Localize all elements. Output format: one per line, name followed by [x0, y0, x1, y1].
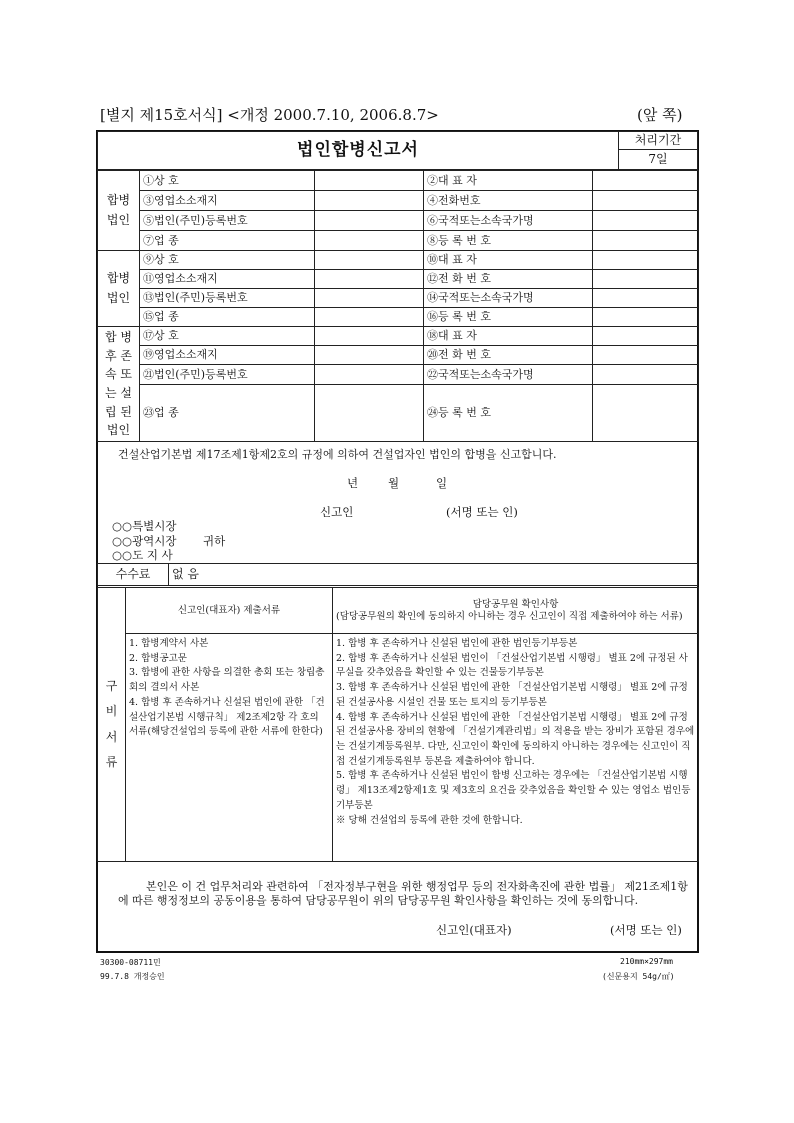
list-item: ※ 당해 건설업의 등록에 관한 것에 한합니다. [336, 814, 523, 826]
merging-corp-1-section [98, 171, 699, 251]
field-value[interactable] [315, 231, 424, 251]
form-code: 30300-08711민 [100, 958, 161, 967]
field-value[interactable] [593, 171, 699, 191]
field-value[interactable] [593, 251, 699, 270]
field-label: ⑦업 종 [140, 231, 315, 251]
list-item: 2. 합병공고문 [129, 652, 187, 664]
field-label: ⑲영업소소재지 [140, 346, 315, 365]
field-label: ⑭국적또는소속국가명 [424, 289, 593, 308]
list-item: 4. 합병 후 존속하거나 신설된 법인에 관한 「건설산업기본법 시행령」 별표 2에 규정된 건설공사용 장비의 현황에 「건설기계관리법」의 적용을 받는 장비가 포함된 경우에는 건설기계등록원부. 다만, 신고인이 확인에 동의하지 아니하는 경우에는 신고인이 직접 건설기계등록원부 등본을 제출하여야 합니다. [336, 711, 695, 767]
list-item: 3. 합병에 관한 사항을 의결한 총회 또는 창립총회의 결의서 사본 [129, 667, 325, 694]
official-check-header: 담당공무원 확인사항 (담당공무원의 확인에 동의하지 아니하는 경우 신고인이 직접 제출하여야 하는 서류) [333, 588, 699, 634]
field-label: ⑬법인(주민)등록번호 [140, 289, 315, 308]
field-label: ④전화번호 [424, 191, 593, 211]
approval-note: 99.7.8 개정승인 [100, 972, 165, 981]
field-value[interactable] [593, 385, 699, 442]
field-value[interactable] [593, 365, 699, 385]
field-label: ⑩대 표 자 [424, 251, 593, 270]
list-item: 4. 합병 후 존속하거나 신설된 법인에 관한 「건설산업기본법 시행규칙」 제2조제2항 각 호의 서류(해당건설업의 등록에 관한 서류에 한한다) [129, 696, 325, 738]
field-label: ⑪영업소소재지 [140, 270, 315, 289]
fee-label: 수수료 [98, 564, 169, 586]
field-value[interactable] [315, 327, 424, 346]
field-label: ⑰상 호 [140, 327, 315, 346]
field-value[interactable] [593, 289, 699, 308]
field-value[interactable] [315, 289, 424, 308]
field-value[interactable] [593, 327, 699, 346]
fee-table [97, 563, 698, 586]
field-value[interactable] [315, 346, 424, 365]
addressee-special-city: ○○특별시장 [112, 519, 177, 533]
field-value[interactable] [593, 308, 699, 327]
title-table [97, 131, 698, 170]
field-label: ⑳전 화 번 호 [424, 346, 593, 365]
list-item: 1. 합병계약서 사본 [129, 638, 209, 649]
field-value[interactable] [593, 231, 699, 251]
field-label: ⑫전 화 번 호 [424, 270, 593, 289]
field-label: ㉔등 록 번 호 [424, 385, 593, 442]
documents-side-label: 구 비 서 류 [98, 588, 126, 862]
field-label: ⑨상 호 [140, 251, 315, 270]
fee-value: 없 음 [169, 564, 698, 586]
merging-corp-1-label: 합병 법인 [98, 171, 140, 251]
field-label: ㉒국적또는소속국가명 [424, 365, 593, 385]
list-item: 1. 합병 후 존속하거나 신설된 법인에 관한 법인등기부등본 [336, 638, 578, 649]
list-item: 2. 합병 후 존속하거나 신설된 법인이 「건설산업기본법 시행령」 별표 2에 규정된 사무실을 갖추었음을 확인할 수 있는 건물등기부등본 [336, 652, 688, 679]
list-item: 3. 합병 후 존속하거나 신설된 법인에 관한 「건설산업기본법 시행령」 별표 2에 규정된 건설공사용 시설인 건물 또는 토지의 등기부등본 [336, 682, 688, 708]
resulting-corp-label: 합 병 후 존 속 또 는 설 립 된 법인 [98, 327, 140, 442]
field-value[interactable] [315, 211, 424, 231]
field-label: ③영업소소재지 [140, 191, 315, 211]
field-label: ⑤법인(주민)등록번호 [140, 211, 315, 231]
processing-period-label: 처리기간 [619, 132, 698, 150]
honorific: 귀하 [203, 534, 226, 548]
corporations-table [97, 170, 699, 442]
form-number-header: [별지 제15호서식] <개정 2000.7.10, 2006.8.7> [100, 106, 439, 124]
field-label: ㉓업 종 [140, 385, 315, 442]
form-title: 법인합병신고서 [98, 132, 619, 170]
field-value[interactable] [315, 270, 424, 289]
field-label: ①상 호 [140, 171, 315, 191]
field-value[interactable] [315, 365, 424, 385]
list-item: 5. 합병 후 존속하거나 신설된 법인이 합병 신고하는 경우에는 「건설산업기본법 시행령」 제13조제2항제1호 및 제3호의 요건을 갖추었음을 확인할 수 있는 영업소 법인등기부등본 [336, 770, 691, 811]
field-value[interactable] [593, 211, 699, 231]
field-label: ⑯등 록 번 호 [424, 308, 593, 327]
date-year: 년 [347, 476, 359, 490]
applicant-documents-header: 신고인(대표자) 제출서류 [126, 588, 333, 634]
consent-applicant-label: 신고인(대표자) [436, 923, 512, 937]
date-month: 월 [388, 476, 400, 490]
field-value[interactable] [315, 251, 424, 270]
field-value[interactable] [315, 308, 424, 327]
processing-period-value: 7일 [619, 150, 698, 170]
applicant-documents-list [126, 634, 333, 862]
field-value[interactable] [315, 191, 424, 211]
field-label: ㉑법인(주민)등록번호 [140, 365, 315, 385]
field-label: ⑮업 종 [140, 308, 315, 327]
paper-type: (신문용지 54g/㎡) [602, 972, 675, 981]
merging-corp-2-label: 합병 법인 [98, 251, 140, 327]
consent-text: 본인은 이 건 업무처리와 관련하여 「전자정부구현을 위한 행정업무 등의 전자화촉진에 관한 법률」 제21조제1항에 따른 행정정보의 공동이용을 통하여 담당공무원이 위의 담당공무원 확인사항을 확인하는 것에 동의합니다. [118, 880, 688, 908]
field-label: ⑧등 록 번 호 [424, 231, 593, 251]
addressee-province: ○○도 지 사 [112, 548, 173, 562]
addressee-metro-city: ○○광역시장 [112, 534, 177, 548]
field-value[interactable] [315, 171, 424, 191]
field-label: ②대 표 자 [424, 171, 593, 191]
page-side-label: (앞 쪽) [637, 106, 683, 124]
applicant-label: 신고인 [320, 505, 354, 519]
field-value[interactable] [315, 385, 424, 442]
field-label: ⑱대 표 자 [424, 327, 593, 346]
merging-corp-2-section [98, 251, 699, 327]
resulting-corp-section [98, 327, 699, 442]
field-value[interactable] [593, 191, 699, 211]
declaration-statement: 건설산업기본법 제17조제1항제2호의 규정에 의하여 건설업자인 법인의 합병을 신고합니다. [118, 448, 557, 461]
date-day: 일 [436, 476, 448, 490]
field-label: ⑥국적또는소속국가명 [424, 211, 593, 231]
paper-size: 210mm×297mm [620, 957, 673, 966]
field-value[interactable] [593, 270, 699, 289]
field-value[interactable] [593, 346, 699, 365]
applicant-signature-note: (서명 또는 인) [446, 505, 518, 519]
official-check-list [333, 634, 699, 862]
required-documents-table [97, 587, 699, 862]
consent-signature-note: (서명 또는 인) [610, 923, 682, 937]
